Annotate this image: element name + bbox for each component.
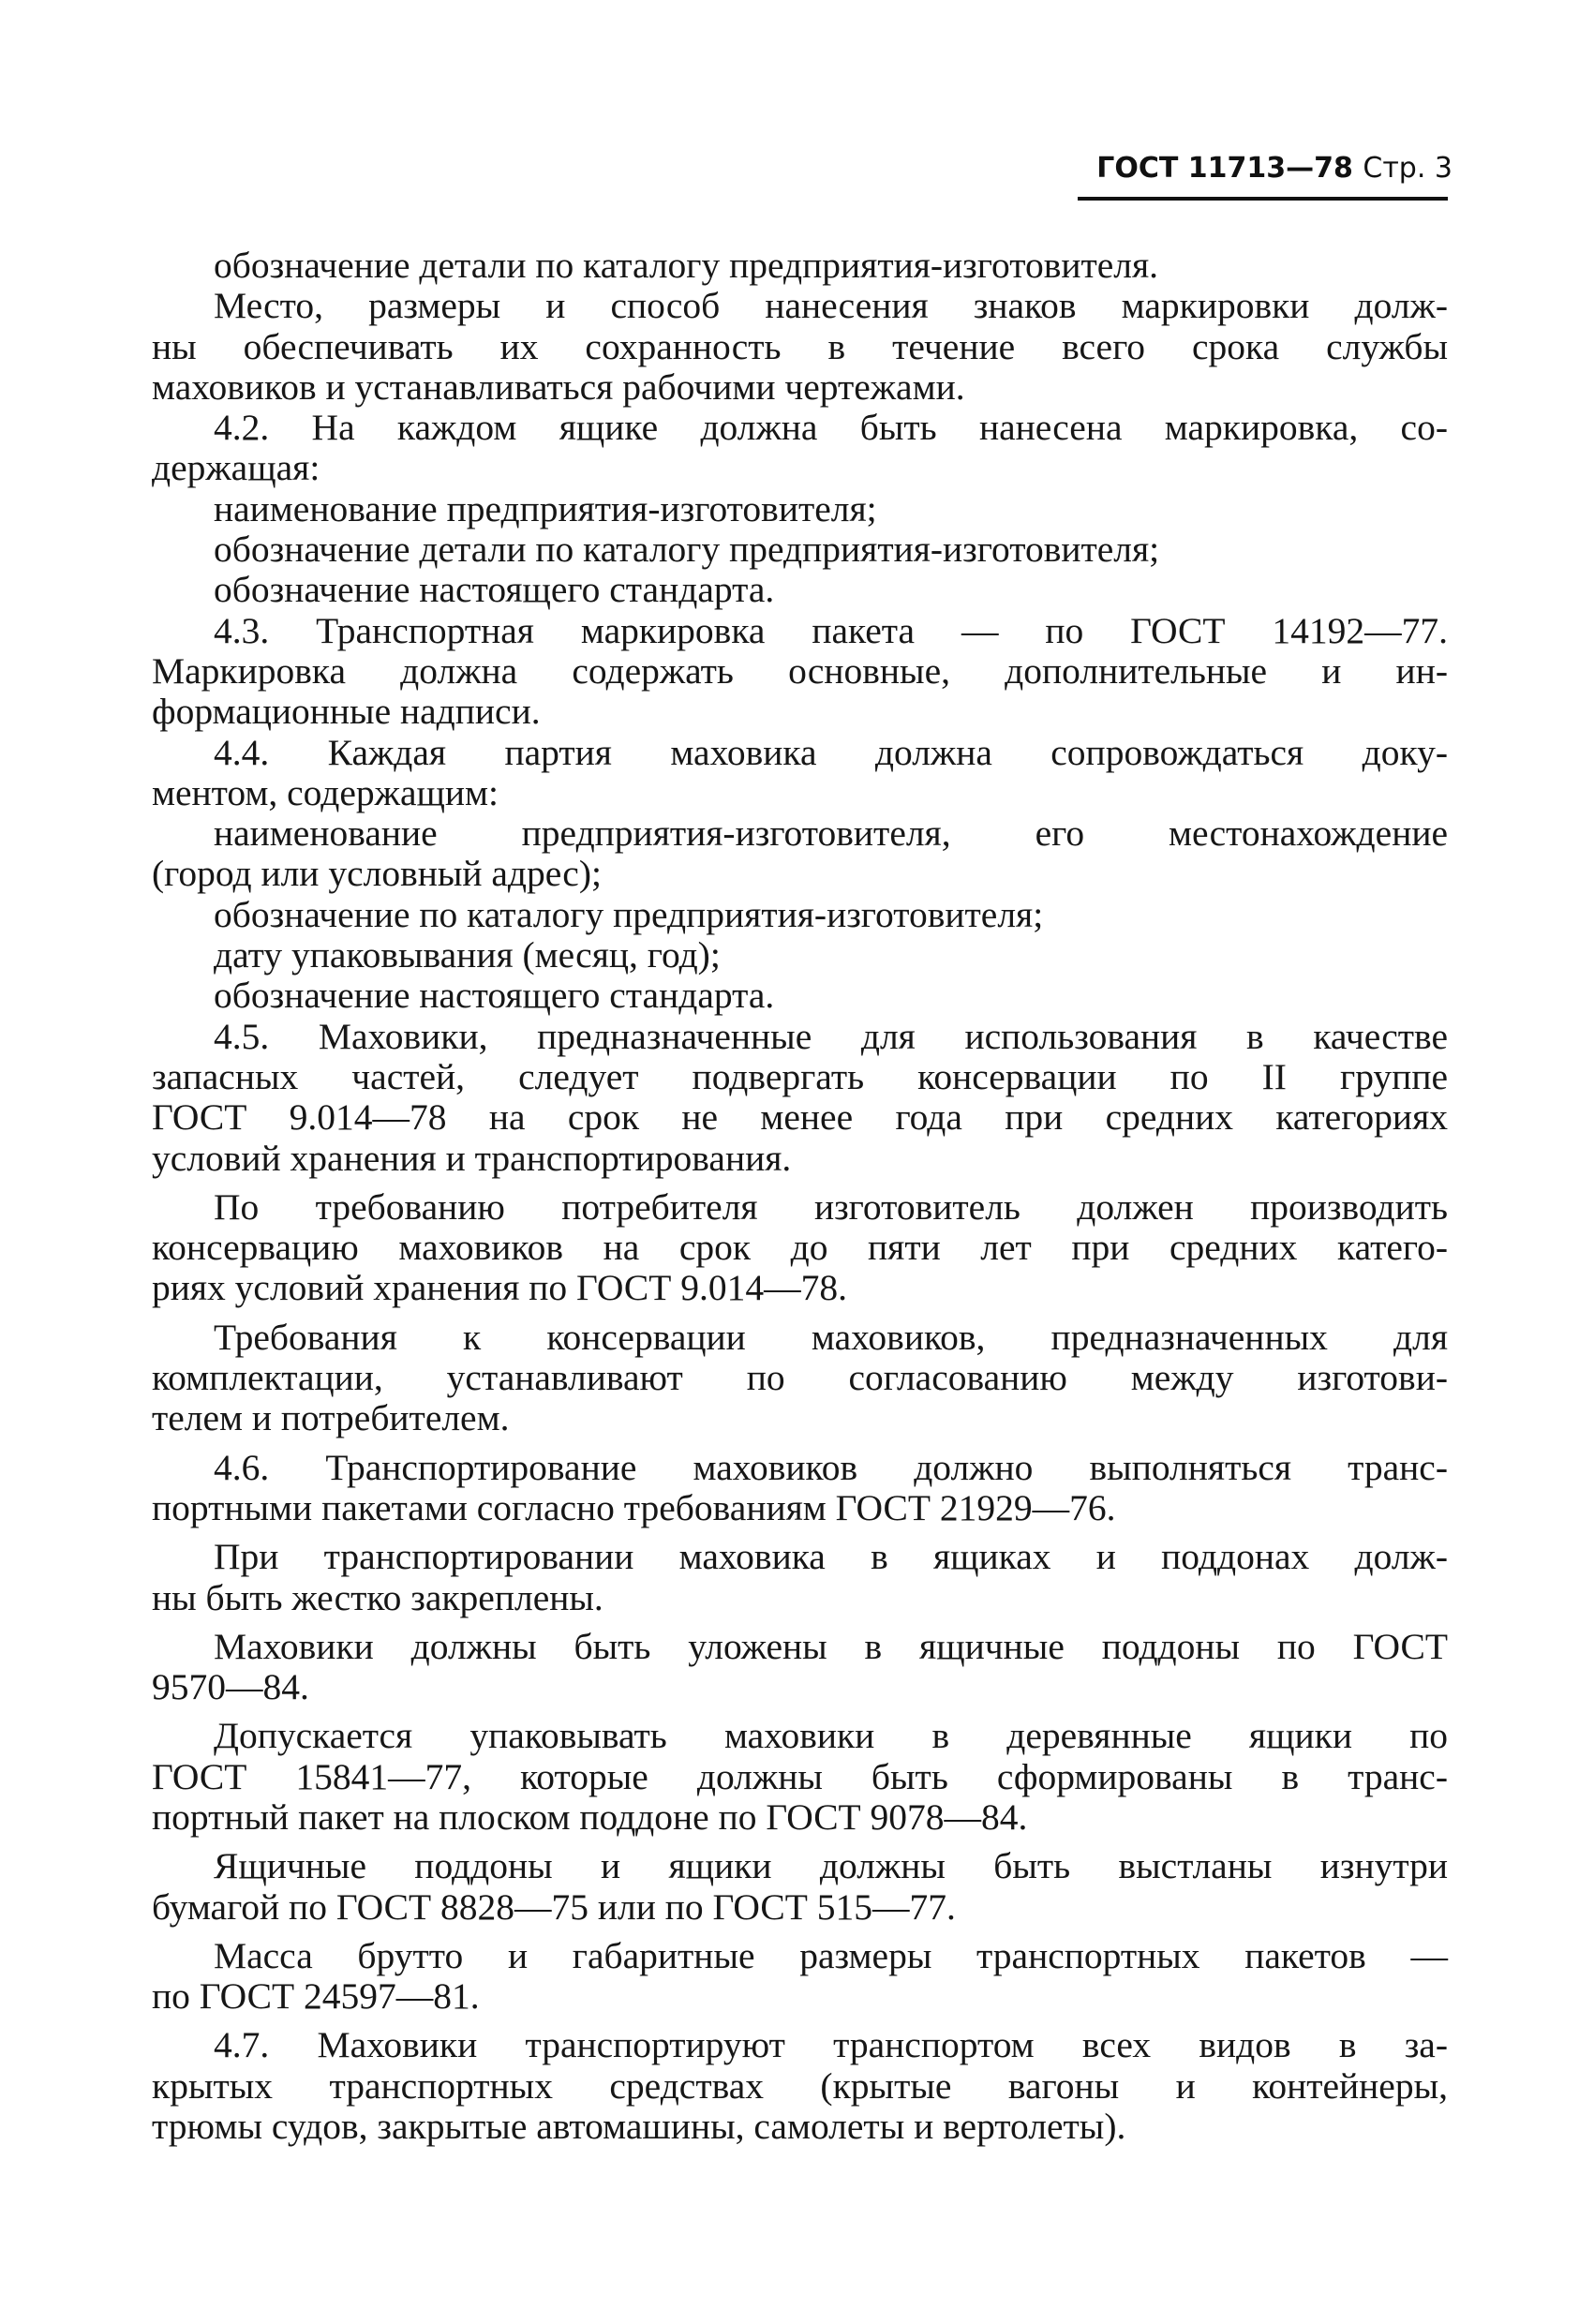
text-line: 4.7. Маховики транспортируют транспортом всех видов в за- — [214, 2024, 1448, 2066]
text-line: Ящичные поддоны и ящики должны быть выстланы изнутри — [214, 1845, 1448, 1887]
text-line: ментом, содержащим: — [152, 771, 499, 813]
text-line: дату упаковывания (месяц, год); — [214, 934, 721, 976]
text-line: наименование предприятия-изготовителя, его местонахождение — [214, 812, 1448, 855]
text-line: 9570—84. — [152, 1666, 309, 1708]
text-line: 4.2. На каждом ящике должна быть нанесена маркировка, со- — [214, 407, 1448, 449]
page-number: Стр. 3 — [1363, 152, 1452, 185]
text-line: портными пакетами согласно требованиям ГОСТ 21929—76. — [152, 1486, 1116, 1528]
text-line: запасных частей, следует подвергать консервации по II группе — [152, 1055, 1448, 1097]
text-line: бумагой по ГОСТ 8828—75 или по ГОСТ 515—77. — [152, 1885, 956, 1928]
text-line: маховиков и устанавливаться рабочими чертежами. — [152, 365, 965, 408]
text-line: наименование предприятия-изготовителя; — [214, 487, 877, 529]
text-line: по ГОСТ 24597—81. — [152, 1975, 480, 2018]
text-line: При транспортировании маховика в ящиках и поддонах долж- — [214, 1536, 1448, 1578]
text-line: 4.4. Каждая партия маховика должна сопровождаться доку- — [214, 731, 1448, 773]
text-line: телем и потребителем. — [152, 1397, 510, 1439]
text-line: Маркировка должна содержать основные, дополнительные и ин- — [152, 649, 1448, 692]
text-line: формационные надписи. — [152, 691, 541, 733]
text-line: риях условий хранения по ГОСТ 9.014—78. — [152, 1267, 847, 1309]
header-rule — [1078, 197, 1448, 201]
text-line: крытых транспортных средствах (крытые вагоны и контейнеры, — [152, 2064, 1448, 2107]
text-line: Требования к консервации маховиков, предназначенных для — [214, 1316, 1448, 1358]
text-line: ны обеспечивать их сохранность в течение всего срока службы — [152, 325, 1448, 367]
text-line: Масса брутто и габаритные размеры транспортных пакетов — — [214, 1934, 1448, 1976]
document-body — [152, 246, 1448, 2147]
text-line: обозначение по каталогу предприятия-изготовителя; — [214, 893, 1044, 935]
text-line: ны быть жестко закреплены. — [152, 1576, 603, 1618]
text-line: портный пакет на плоском поддоне по ГОСТ 9078—84. — [152, 1795, 1028, 1838]
text-line: 4.5. Маховики, предназначенные для использования в качестве — [214, 1015, 1448, 1057]
text-line: Маховики должны быть уложены в ящичные поддоны по ГОСТ — [214, 1625, 1448, 1667]
text-line: консервацию маховиков на срок до пяти лет при средних катего- — [152, 1227, 1448, 1269]
standard-number: ГОСТ 11713—78 — [1096, 152, 1353, 185]
text-line: ГОСТ 9.014—78 на срок не менее года при средних категориях — [152, 1096, 1448, 1139]
text-line: Допускается упаковывать маховики в деревянные ящики по — [214, 1715, 1448, 1757]
text-line: обозначение детали по каталогу предприятия-изготовителя. — [214, 245, 1159, 286]
text-line: обозначение настоящего стандарта. — [214, 569, 775, 611]
text-line: обозначение детали по каталогу предприятия-изготовителя; — [214, 529, 1160, 571]
text-line: обозначение настоящего стандарта. — [214, 975, 775, 1017]
text-line: По требованию потребителя изготовитель должен производить — [214, 1185, 1448, 1228]
text-line: 4.3. Транспортная маркировка пакета — по ГОСТ 14192—77. — [214, 609, 1448, 651]
text-line: комплектации, устанавливают по согласованию между изготови- — [152, 1357, 1448, 1399]
text-line: трюмы судов, закрытые автомашины, самолеты и вертолеты). — [152, 2106, 1126, 2148]
text-line: (город или условный адрес); — [152, 853, 602, 895]
text-line: держащая: — [152, 447, 320, 489]
page-header — [1078, 152, 1452, 197]
text-line: условий хранения и транспортирования. — [152, 1137, 792, 1179]
text-line: 4.6. Транспортирование маховиков должно выполняться транс- — [214, 1446, 1448, 1488]
text-line: Место, размеры и способ нанесения знаков маркировки долж- — [214, 285, 1448, 327]
text-line: ГОСТ 15841—77, которые должны быть сформированы в транс- — [152, 1755, 1448, 1797]
